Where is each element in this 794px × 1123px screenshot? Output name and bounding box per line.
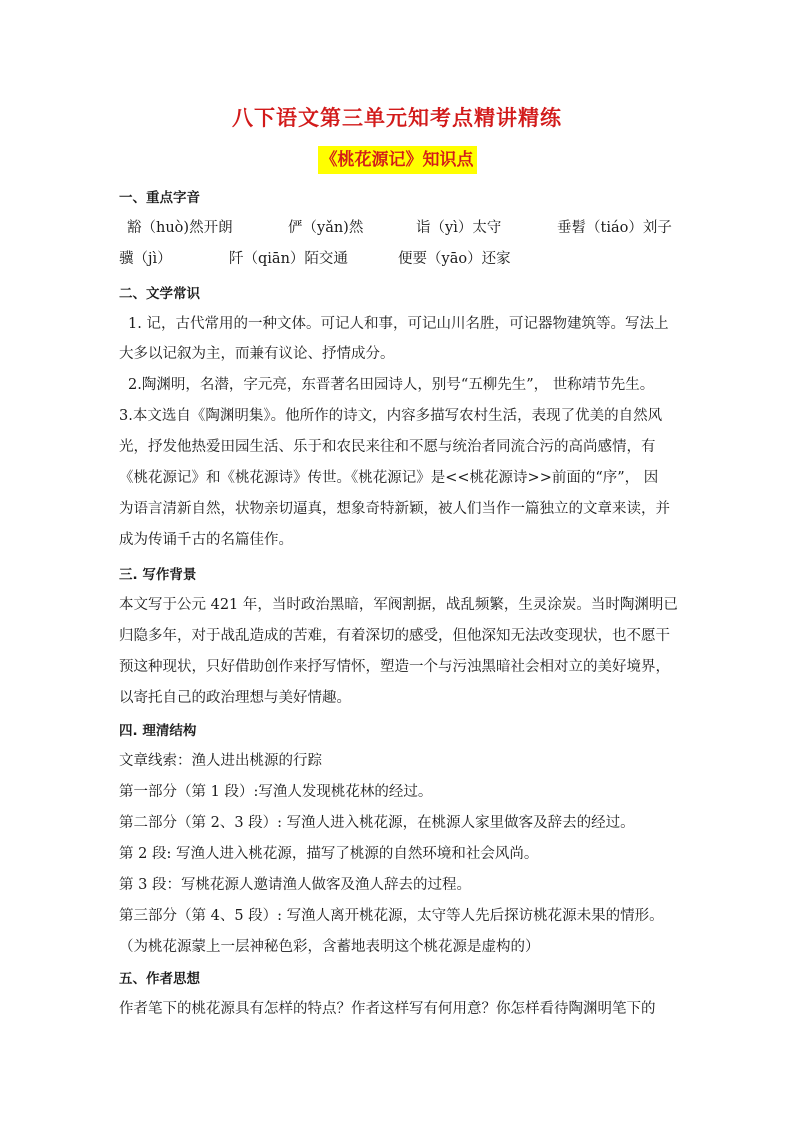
pronunciation-item: 俨（yǎn)然 [288,220,364,236]
paragraph-line: 文章线索：渔人进出桃源的行踪 [119,753,322,769]
pronunciation-item: 阡（qiān）陌交通 [229,251,348,267]
paragraph-line: 第二部分（第 2、3 段）: 写渔人进入桃花源，在桃源人家里做客及辞去的经过。 [119,815,635,831]
section-heading-pronunciation: 一、重点字音 [119,190,200,206]
paragraph-line: 以寄托自己的政治理想与美好情趣。 [119,690,351,706]
pronunciation-item: 便要（yāo）还家 [398,251,511,267]
paragraph-line: 第三部分（第 4、5 段）: 写渔人离开桃花源，太守等人先后探访桃花源未果的情形。 [119,908,664,924]
pronunciation-item: 豁（huò)然开朗 [127,220,233,236]
paragraph-line: 第一部分（第 1 段）:写渔人发现桃花林的经过。 [119,784,433,800]
page-subtitle: 《桃花源记》知识点 [318,146,477,174]
paragraph-line: 3.本文选自《陶渊明集》。他所作的诗文，内容多描写农村生活，表现了优美的自然风 [119,408,663,424]
paragraph-line: 第 2 段: 写渔人进入桃花源，描写了桃源的自然环境和社会风尚。 [119,846,539,862]
pronunciation-item: 垂髫（tiáo）刘子 [557,220,672,236]
paragraph-line: 2.陶渊明，名潜，字元亮，东晋著名田园诗人，别号“五柳先生”， 世称靖节先生。 [128,377,655,393]
paragraph-line: 归隐多年，对于战乱造成的苦难，有着深切的感受，但他深知无法改变现状，也不愿干 [119,628,670,644]
section-heading-literary-knowledge: 二、文学常识 [119,286,200,302]
paragraph-line: 成为传诵千古的名篇佳作。 [119,532,293,548]
section-heading-background: 三. 写作背景 [119,567,197,583]
paragraph-line: 光，抒发他热爱田园生活、乐于和农民来往和不愿与统治者同流合污的高尚感情，有 [119,439,656,455]
page-title: 八下语文第三单元知考点精讲精练 [232,106,562,130]
paragraph-line: 作者笔下的桃花源具有怎样的特点？作者这样写有何用意？你怎样看待陶渊明笔下的 [119,1001,656,1017]
section-heading-author-thought: 五、作者思想 [119,971,200,987]
section-heading-structure: 四. 理清结构 [119,723,197,739]
paragraph-line: 第 3 段：写桃花源人邀请渔人做客及渔人辞去的过程。 [119,877,471,893]
paragraph-line: （为桃花源蒙上一层神秘色彩，含蓄地表明这个桃花源是虚构的） [119,939,540,955]
paragraph-line: 为语言清新自然，状物亲切逼真，想象奇特新颖，被人们当作一篇独立的文章来读，并 [119,501,670,517]
subtitle-wrap [0,146,794,174]
pronunciation-item: 骥（jì） [119,251,172,267]
paragraph-line: 1. 记，古代常用的一种文体。可记人和事，可记山川名胜，可记器物建筑等。写法上 [128,316,669,332]
paragraph-line: 本文写于公元 421 年，当时政治黑暗，军阀割据，战乱频繁，生灵涂炭。当时陶渊明已 [119,597,678,613]
pronunciation-item: 诣（yì）太守 [416,220,502,236]
paragraph-line: 大多以记叙为主，而兼有议论、抒情成分。 [119,346,395,362]
paragraph-line: 预这种现状，只好借助创作来抒写情怀，塑造一个与污浊黑暗社会相对立的美好境界， [119,659,670,675]
paragraph-line: 《桃花源记》和《桃花源诗》传世。《桃花源记》是<<桃花源诗>>前面的“序”， 因 [119,470,659,486]
